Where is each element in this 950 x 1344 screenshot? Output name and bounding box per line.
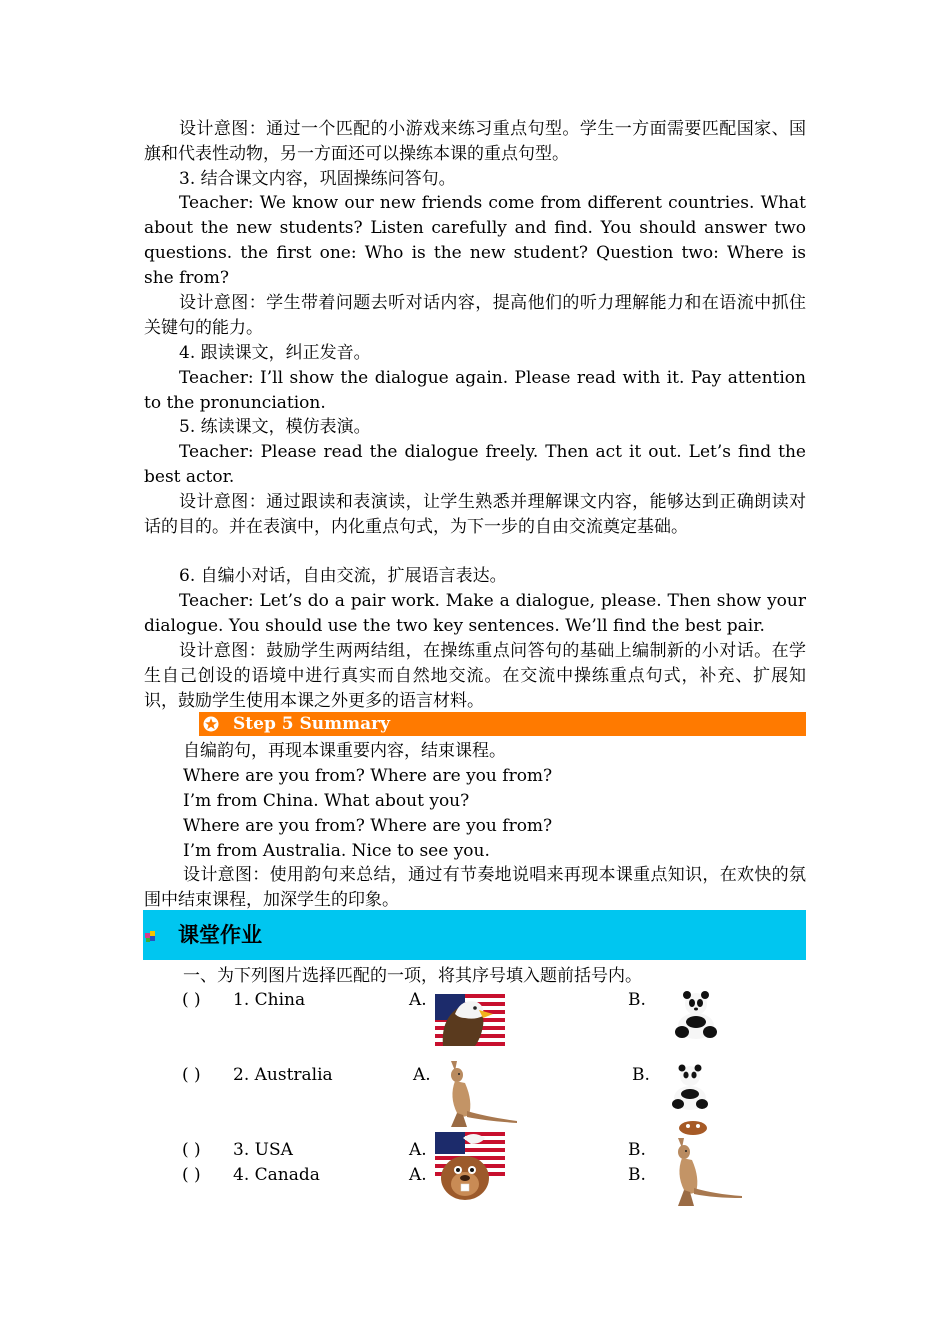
summary-heading-bar <box>199 712 806 736</box>
eagle-flag-image[interactable] <box>435 994 505 1046</box>
teacher-line-5: Teacher: Please read the dialogue freely. Then act it out. Let’s find the best actor. <box>144 442 806 487</box>
summary-intro: 自编韵句，再现本课重要内容，结束课程。 <box>183 741 506 761</box>
design-intent-4: 设计意图：鼓励学生两两结组，在操练重点问答句的基础上编制新的小对话。在学生自己创设的语境中进行真实而自然地交流。在交流中操练重点句式，补充、扩展知识，鼓励学生使用本课之外更多的语言材料。 <box>144 641 806 711</box>
panda-beaver-image[interactable] <box>668 1062 714 1138</box>
panda-image[interactable] <box>670 988 720 1040</box>
answer-blank[interactable]: ( ) <box>182 1065 201 1085</box>
star-circle-icon <box>203 716 219 732</box>
answer-blank[interactable]: ( ) <box>182 1165 201 1185</box>
answer-blank[interactable]: ( ) <box>182 990 201 1010</box>
summary-intent: 设计意图：使用韵句来总结，通过有节奏地说唱来再现本课重点知识，在欢快的氛围中结束课程，加深学生的印象。 <box>144 865 806 910</box>
option-b-label: B. <box>628 1140 646 1160</box>
rhyme-line: I’m from China. What about you? <box>183 791 470 811</box>
kangaroo-image[interactable] <box>664 1134 744 1208</box>
kangaroo-image[interactable] <box>437 1057 519 1129</box>
teacher-line-6: Teacher: Let’s do a pair work. Make a dialogue, please. Then show your dialogue. You should use the two key sentences. We’ll find the best pair. <box>144 591 806 636</box>
question-label: 1. China <box>233 990 306 1010</box>
rhyme-line: I’m from Australia. Nice to see you. <box>183 841 490 861</box>
step-3-heading: 3. 结合课文内容，巩固操练问答句。 <box>179 169 456 189</box>
question-label: 4. Canada <box>233 1165 320 1185</box>
rhyme-line: Where are you from? Where are you from? <box>183 816 553 836</box>
step-4-heading: 4. 跟读课文，纠正发音。 <box>179 343 371 363</box>
option-a-label: A. <box>409 990 427 1010</box>
homework-title: 课堂作业 <box>178 923 262 947</box>
homework-heading-bar <box>143 910 806 960</box>
answer-blank[interactable]: ( ) <box>182 1140 201 1160</box>
question-label: 2. Australia <box>233 1065 333 1085</box>
step-5-heading: 5. 练读课文，模仿表演。 <box>179 417 371 437</box>
design-intent-2: 设计意图：学生带着问题去听对话内容，提高他们的听力理解能力和在语流中抓住关键句的能力。 <box>144 293 806 338</box>
step-6-heading: 6. 自编小对话，自由交流，扩展语言表达。 <box>179 566 507 586</box>
bullet-icon <box>145 931 157 943</box>
option-a-label: A. <box>409 1140 427 1160</box>
design-intent-1: 设计意图：通过一个匹配的小游戏来练习重点句型。学生一方面需要匹配国家、国旗和代表性动物，另一方面还可以操练本课的重点句型。 <box>144 119 806 164</box>
summary-heading: Step 5 Summary <box>233 714 390 734</box>
option-b-label: B. <box>632 1065 650 1085</box>
teacher-line-3: Teacher: We know our new friends come from different countries. What about the new students? Listen carefully and find. You should answer two questions. the first one: Who is the new student? Question two: Where is she from? <box>144 193 806 288</box>
question-label: 3. USA <box>233 1140 293 1160</box>
option-b-label: B. <box>628 990 646 1010</box>
eagle-beaver-image[interactable] <box>431 1132 507 1204</box>
option-b-label: B. <box>628 1165 646 1185</box>
homework-instruction: 一、为下列图片选择匹配的一项，将其序号填入题前括号内。 <box>183 966 642 986</box>
option-a-label: A. <box>413 1065 431 1085</box>
teacher-line-4: Teacher: I’ll show the dialogue again. Please read with it. Pay attention to the pronunciation. <box>144 368 806 413</box>
rhyme-line: Where are you from? Where are you from? <box>183 766 553 786</box>
design-intent-3: 设计意图：通过跟读和表演读，让学生熟悉并理解课文内容，能够达到正确朗读对话的目的。并在表演中，内化重点句式，为下一步的自由交流奠定基础。 <box>144 492 806 537</box>
option-a-label: A. <box>409 1165 427 1185</box>
